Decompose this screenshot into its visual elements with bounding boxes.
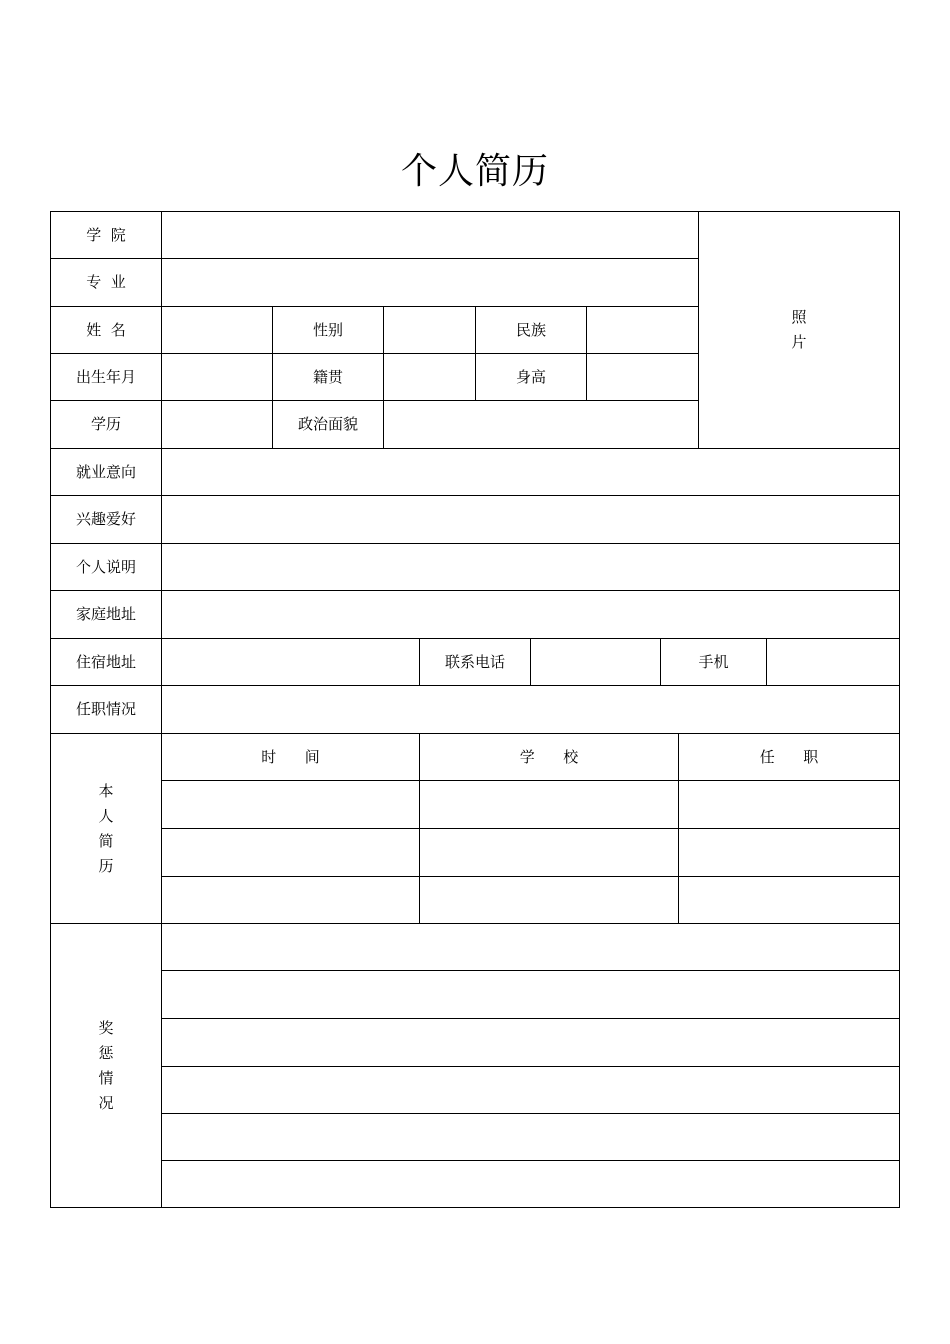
photo-box[interactable] xyxy=(698,211,900,449)
label-education: 学历 xyxy=(50,400,162,449)
label-awards xyxy=(50,923,162,1208)
resume-header-time: 时 间 xyxy=(161,733,420,781)
label-gender: 性别 xyxy=(272,306,384,354)
award-row-3[interactable] xyxy=(161,1018,900,1067)
award-row-5[interactable] xyxy=(161,1113,900,1161)
hometown-field[interactable] xyxy=(383,353,476,401)
resume-row-1-school[interactable] xyxy=(419,780,679,829)
award-row-4[interactable] xyxy=(161,1066,900,1114)
political-status-field[interactable] xyxy=(383,400,699,449)
label-height: 身高 xyxy=(475,353,587,401)
resume-row-3-school[interactable] xyxy=(419,876,679,924)
home-address-field[interactable] xyxy=(161,590,900,639)
dorm-address-field[interactable] xyxy=(161,638,420,686)
major-field[interactable] xyxy=(161,258,699,307)
awards-label-text: 奖 惩 情 况 xyxy=(98,1018,114,1112)
resume-row-2-position[interactable] xyxy=(678,828,900,877)
label-job-intention: 就业意向 xyxy=(50,448,162,496)
label-hometown: 籍贯 xyxy=(272,353,384,401)
birth-field[interactable] xyxy=(161,353,273,401)
resume-label-text: 本 人 简 历 xyxy=(98,781,114,875)
label-resume xyxy=(50,733,162,924)
education-field[interactable] xyxy=(161,400,273,449)
college-field[interactable] xyxy=(161,211,699,259)
ethnicity-field[interactable] xyxy=(586,306,699,354)
label-hobbies: 兴趣爱好 xyxy=(50,495,162,544)
resume-row-1-time[interactable] xyxy=(161,780,420,829)
label-contact-phone: 联系电话 xyxy=(419,638,531,686)
photo-label: 照 片 xyxy=(791,308,807,351)
job-intention-field[interactable] xyxy=(161,448,900,496)
award-row-2[interactable] xyxy=(161,970,900,1019)
label-political-status: 政治面貌 xyxy=(272,400,384,449)
label-positions: 任职情况 xyxy=(50,685,162,734)
award-row-6[interactable] xyxy=(161,1160,900,1208)
personal-statement-field[interactable] xyxy=(161,543,900,591)
label-ethnicity: 民族 xyxy=(475,306,587,354)
contact-phone-field[interactable] xyxy=(530,638,661,686)
label-name: 姓 名 xyxy=(50,306,162,354)
resume-row-3-position[interactable] xyxy=(678,876,900,924)
resume-row-2-time[interactable] xyxy=(161,828,420,877)
name-field[interactable] xyxy=(161,306,273,354)
resume-header-school: 学 校 xyxy=(419,733,679,781)
resume-row-1-position[interactable] xyxy=(678,780,900,829)
award-row-1[interactable] xyxy=(161,923,900,971)
height-field[interactable] xyxy=(586,353,699,401)
hobbies-field[interactable] xyxy=(161,495,900,544)
resume-header-position: 任 职 xyxy=(678,733,900,781)
page-title: 个人简历 xyxy=(400,151,549,192)
label-home-address: 家庭地址 xyxy=(50,590,162,639)
label-college: 学 院 xyxy=(50,211,162,259)
resume-row-2-school[interactable] xyxy=(419,828,679,877)
label-birth: 出生年月 xyxy=(50,353,162,401)
label-major: 专 业 xyxy=(50,258,162,307)
resume-row-3-time[interactable] xyxy=(161,876,420,924)
resume-form-table xyxy=(50,211,900,1208)
positions-field[interactable] xyxy=(161,685,900,734)
mobile-field[interactable] xyxy=(766,638,900,686)
label-personal-statement: 个人说明 xyxy=(50,543,162,591)
label-dorm-address: 住宿地址 xyxy=(50,638,162,686)
gender-field[interactable] xyxy=(383,306,476,354)
label-mobile: 手机 xyxy=(660,638,767,686)
